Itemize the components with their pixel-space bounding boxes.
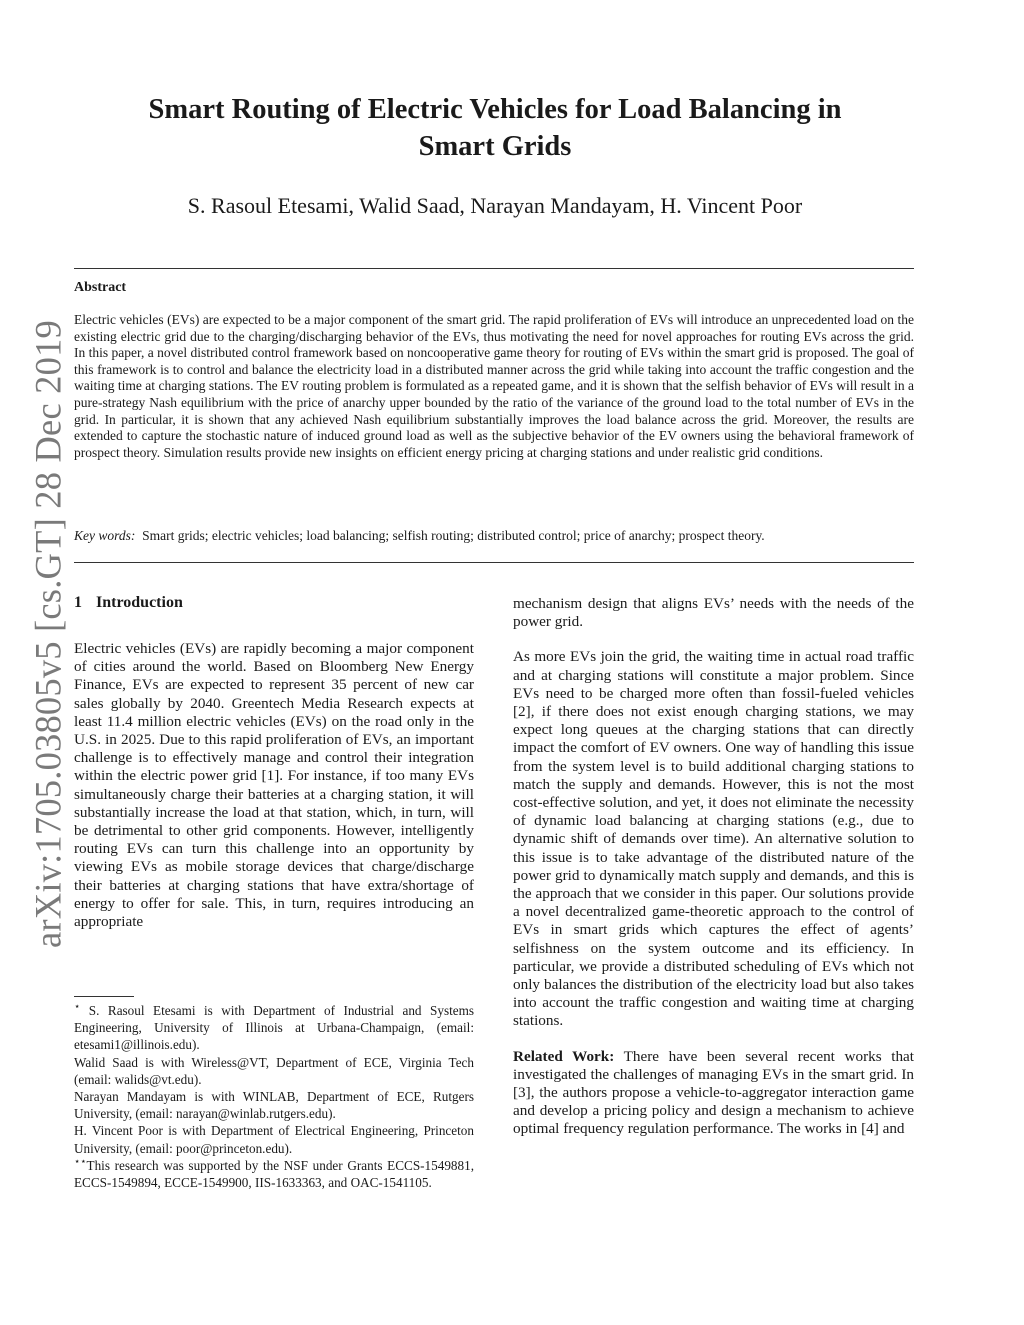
intro-paragraph-3: As more EVs join the grid, the waiting time in actual road traffic and at charging stations will constitute a major problem. Since EVs need to be charged more often than fossil-fueled vehicles [2], if there does not exist enough charging stations, we may expect long queues at the charging stations that can directly impact the comfort of EV owners. One way of handling this issue from the system level is to build additional charging stations to match the supply and demands. However, this is not the most cost-effective solution, and yet, it does not eliminate the necessity of dynamic load balancing at charging stations (e.g., due to dynamic shift of demands over time). An alternative solution to this issue is to take advantage of the distributed nature of the power grid to dynamically match supply and demands, and this is the approach that we consider in this paper. Our solutions provide a novel decentralized game-theoretic approach to the control of EVs in smart grids which captures the effect of agents’ selfishness on the system outcome and its efficiency. In particular, we provide a distributed scheduling of EVs which not only balances the distribution of the electricity load but also takes into account the traffic congestion and waiting time at charging stations. [513,648,914,1030]
footnote-4: H. Vincent Poor is with Department of Electrical Engineering, Princeton University, (email: poor@princeton.edu). [74,1123,474,1156]
keywords [74,528,914,544]
title-line-1: Smart Routing of Electric Vehicles for Load Balancing in [148,94,842,125]
paper-title [100,91,890,165]
footnote-3: Narayan Mandayam is with WINLAB, Department of ECE, Rutgers University, (email: narayan@winlab.rutgers.edu). [74,1089,474,1122]
author-list: S. Rasoul Etesami, Walid Saad, Narayan Mandayam, H. Vincent Poor [187,193,803,218]
section-heading-introduction [74,594,183,612]
title-line-2: Smart Grids [418,131,572,162]
footnote-rule [74,996,134,997]
intro-paragraph-2: mechanism design that aligns EVs’ needs with the needs of the power grid. [513,595,914,631]
keywords-label: Key words: [74,528,136,543]
related-work-paragraph [513,1048,914,1139]
keywords-text: Smart grids; electric vehicles; load balancing; selfish routing; distributed control; price of anarchy; prospect theory. [142,528,765,543]
top-rule [74,268,914,269]
footnote-mark-double-star: ⋆⋆ [74,1156,87,1168]
bottom-rule [74,562,914,563]
related-work-text: There have been several recent works that investigated the challenges of managing EVs in the smart grid. In [3], the authors propose a vehicle-to-aggregator interaction game and develop a pricing policy and design a mechanism to achieve optimal frequency regulation performance. The works in [4] and [513,1047,915,1138]
related-work-label: Related Work: [513,1047,615,1065]
footnote-1-text: S. Rasoul Etesami is with Department of Industrial and Systems Engineering, University of Illinois at Urbana-Champaign, (email: etesami1@illinois.edu). [74,1003,474,1053]
footnote-5 [74,1157,474,1191]
footnotes [74,1002,474,1191]
footnote-2: Walid Saad is with Wireless@VT, Department of ECE, Virginia Tech (email: walids@vt.edu). [74,1054,474,1087]
footnote-1 [74,1002,474,1054]
footnote-mark-star: ⋆ [74,1001,81,1013]
footnote-5-text: This research was supported by the NSF under Grants ECCS-1549881, ECCS-1549894, ECCE-1549900, IIS-1633363, and OAC-1541105. [74,1157,474,1191]
section-number: 1 [74,594,82,611]
intro-paragraph-1: Electric vehicles (EVs) are rapidly becoming a major component of cities around the world. Based on Bloomberg New Energy Finance, EVs are expected to represent 35 percent of new car sales globally by 2040. Greentech Media Research expects at least 11.4 million electric vehicles (EVs) on the road only in the U.S. in 2025. Due to this rapid proliferation of EVs, an important challenge is to effectively manage and control their integration within the electric power grid [1]. For instance, if too many EVs simultaneously charge their batteries at a charging station, it will substantially increase the load at that station, which, in turn, will be detrimental to other grid components. However, intelligently routing EVs can turn this challenge into an opportunity by viewing EVs as mobile storage devices that charge/discharge their batteries at charging stations that have extra/shortage of energy to offer for sale. This, in turn, requires introducing an appropriate [74,640,474,931]
left-column [74,640,474,948]
arxiv-identifier-text: arXiv:1705.03805v5 [cs.GT] 28 Dec 2019 [27,320,69,948]
section-title: Introduction [96,594,183,611]
abstract-heading: Abstract [74,280,127,295]
abstract-body: Electric vehicles (EVs) are expected to be a major component of the smart grid. The rapid proliferation of EVs will introduce an unprecedented load on the existing electric grid due to the charging/discharging behavior of the EVs, thus motivating the need for novel approaches for routing EVs across the grid. In this paper, a novel distributed control framework based on noncooperative game theory for routing of EVs within the smart grid is proposed. The goal of this framework is to control and balance the electricity load in a distributed manner across the grid while taking into account the traffic congestion and the waiting time at charging stations. The EV routing problem is formulated as a repeated game, and it is shown that the selfish behavior of EVs will result in a pure-strategy Nash equilibrium with the price of anarchy upper bounded by the ratio of the variance of the ground load to the total number of EVs in the grid. In particular, it is shown that any achieved Nash equilibrium substantially improves the load balance across the grid. Moreover, the results are extended to capture the stochastic nature of induced ground load as well as the subjective behavior of the EV owners using the behavioral framework of prospect theory. Simulation results provide new insights on efficient energy pricing at charging stations and under realistic grid conditions. [74,312,914,460]
right-column [513,595,914,1156]
